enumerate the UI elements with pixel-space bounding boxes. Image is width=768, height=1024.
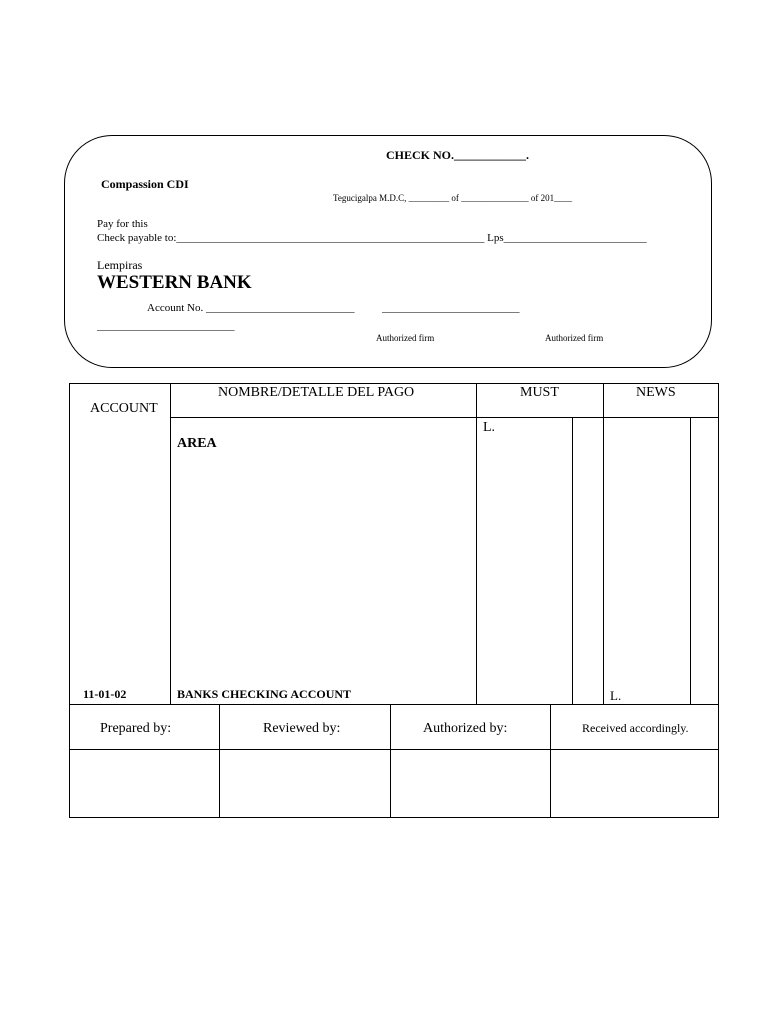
col-divider-2 xyxy=(476,383,477,705)
received-accordingly-label: Received accordingly. xyxy=(582,721,689,735)
pay-for-label: Pay for this xyxy=(97,218,148,230)
bank-name: WESTERN BANK xyxy=(97,272,252,293)
header-divider xyxy=(170,417,719,418)
authorized-by-label: Authorized by: xyxy=(423,721,508,736)
news-currency: L. xyxy=(610,688,622,703)
reviewed-by-label: Reviewed by: xyxy=(263,721,341,736)
col-divider-3 xyxy=(572,417,573,705)
signature-divider xyxy=(69,749,719,750)
prepared-by-label: Prepared by: xyxy=(100,721,172,736)
sig-col-divider-1 xyxy=(219,704,220,818)
col-divider-5 xyxy=(690,417,691,705)
sig-col-divider-2 xyxy=(390,704,391,818)
voucher-table xyxy=(69,383,719,705)
organization-name: Compassion CDI xyxy=(101,177,189,191)
authorized-firm-label-2: Authorized firm xyxy=(545,333,604,343)
currency-label: Lempiras xyxy=(97,258,143,272)
col-header-must: MUST xyxy=(520,385,559,400)
payable-to-line: Check payable to:________________________________________________________ Lps__________________________ xyxy=(97,232,647,244)
authorized-firm-label-1: Authorized firm xyxy=(376,333,435,343)
area-label: AREA xyxy=(177,436,217,451)
signature-line-left: _________________________ xyxy=(97,320,235,332)
account-number-line: Account No. ___________________________ xyxy=(147,302,355,314)
col-header-account: ACCOUNT xyxy=(90,401,158,416)
col-divider-1 xyxy=(170,383,171,705)
date-line: Tegucigalpa M.D.C, _________ of _______________ of 201____ xyxy=(333,193,573,203)
check-number: CHECK NO.____________. xyxy=(386,148,530,162)
account-code: 11-01-02 xyxy=(83,687,127,701)
sig-col-divider-3 xyxy=(550,704,551,818)
col-header-news: NEWS xyxy=(636,385,676,400)
account-name: BANKS CHECKING ACCOUNT xyxy=(177,687,352,701)
must-currency: L. xyxy=(483,420,496,435)
signature-line-right: _________________________ xyxy=(382,302,520,314)
col-header-detail: NOMBRE/DETALLE DEL PAGO xyxy=(218,385,415,400)
col-divider-4 xyxy=(603,383,604,705)
